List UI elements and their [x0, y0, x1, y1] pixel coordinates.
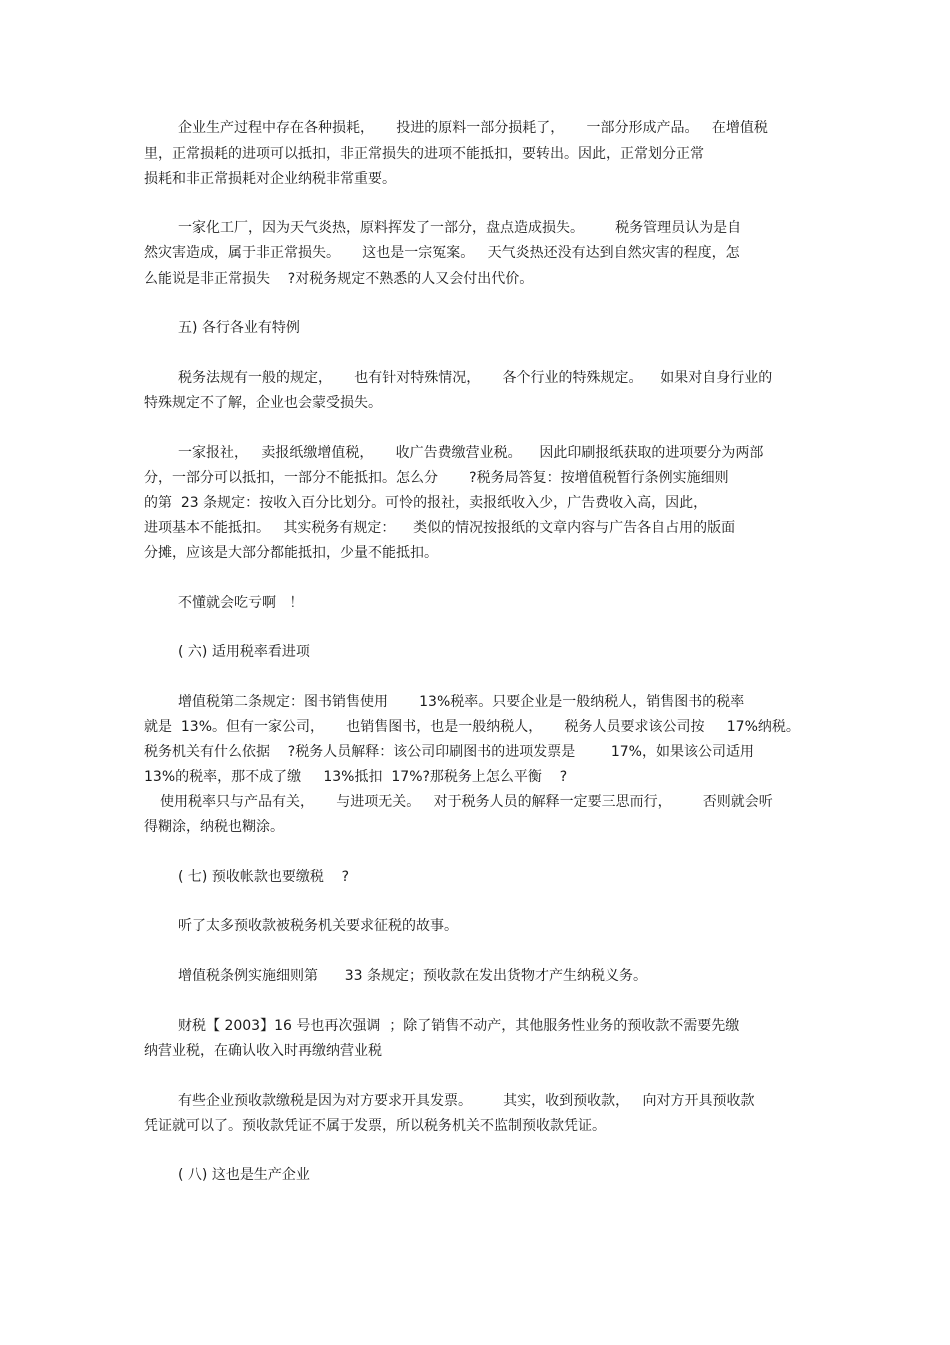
p1-line2: 里，正常损耗的进项可以抵扣，非正常损失的进项不能抵扣，要转出。因此，正常划分正常: [144, 146, 704, 162]
p4-line5: 分摊，应该是大部分都能抵扣，少量不能抵扣。: [144, 545, 438, 561]
p6-line4: 13%的税率，那不成了缴 13%抵扣 17%?那税务上怎么平衡 ?: [144, 769, 568, 785]
p9-line1: 财税【 2003】16 号也再次强调 ；除了销售不动产，其他服务性业务的预收款不需要先缴: [178, 1018, 740, 1034]
p8-line1: 增值税条例实施细则第 33 条规定；预收款在发出货物才产生纳税义务。: [178, 968, 647, 984]
p10-line2: 凭证就可以了。预收款凭证不属于发票，所以税务机关不监制预收款凭证。: [144, 1118, 606, 1134]
p1-line3: 损耗和非正常损耗对企业纳税非常重要。: [144, 171, 396, 187]
p1-line1: 企业生产过程中存在各种损耗， 投进的原料一部分损耗了， 一部分形成产品。 在增值税: [178, 120, 768, 136]
p9-line2: 纳营业税，在确认收入时再缴纳营业税: [144, 1043, 382, 1059]
p6-line2: 就是 13%。但有一家公司， 也销售图书，也是一般纳税人， 税务人员要求该公司按 17%纳税。: [144, 719, 800, 735]
p3-line2: 特殊规定不了解，企业也会蒙受损失。: [144, 395, 382, 411]
p6-line3: 税务机关有什么依据 ?税务人员解释：该公司印刷图书的进项发票是 17%，如果该公司适用: [144, 744, 754, 760]
p2-line1: 一家化工厂，因为天气炎热，原料挥发了一部分，盘点造成损失。 税务管理员认为是自: [178, 220, 742, 236]
p5-line1: 不懂就会吃亏啊 ！: [178, 595, 304, 611]
p2-line2: 然灾害造成，属于非正常损失。 这也是一宗冤案。 天气炎热还没有达到自然灾害的程度，怎: [144, 245, 740, 261]
p4-line2: 分，一部分可以抵扣，一部分不能抵扣。怎么分 ?税务局答复：按增值税暂行条例实施细则: [144, 470, 729, 486]
p4-line3: 的第 23 条规定：按收入百分比划分。可怜的报社，卖报纸收入少，广告费收入高，因此，: [144, 495, 708, 511]
heading-5: 五) 各行各业有特例: [178, 320, 300, 336]
p4-line1: 一家报社， 卖报纸缴增值税， 收广告费缴营业税。 因此印刷报纸获取的进项要分为两部: [178, 445, 764, 461]
heading-6: ( 六) 适用税率看进项: [178, 644, 310, 660]
p3-line1: 税务法规有一般的规定， 也有针对特殊情况， 各个行业的特殊规定。 如果对自身行业的: [178, 370, 773, 386]
p7-line1: 听了太多预收款被税务机关要求征税的故事。: [178, 918, 458, 934]
p4-line4: 进项基本不能抵扣。 其实税务有规定： 类似的情况按报纸的文章内容与广告各自占用的版面: [144, 520, 736, 536]
p6-line5: 使用税率只与产品有关， 与进项无关。 对于税务人员的解释一定要三思而行， 否则就会听: [160, 794, 773, 810]
p10-line1: 有些企业预收款缴税是因为对方要求开具发票。 其实，收到预收款， 向对方开具预收款: [178, 1093, 755, 1109]
p6-line1: 增值税第二条规定：图书销售使用 13%税率。只要企业是一般纳税人，销售图书的税率: [178, 694, 745, 710]
heading-7: ( 七) 预收帐款也要缴税 ?: [178, 869, 350, 885]
heading-8: ( 八) 这也是生产企业: [178, 1167, 310, 1183]
p2-line3: 么能说是非正常损失 ?对税务规定不熟悉的人又会付出代价。: [144, 271, 534, 287]
p6-line6: 得糊涂，纳税也糊涂。: [144, 819, 284, 835]
